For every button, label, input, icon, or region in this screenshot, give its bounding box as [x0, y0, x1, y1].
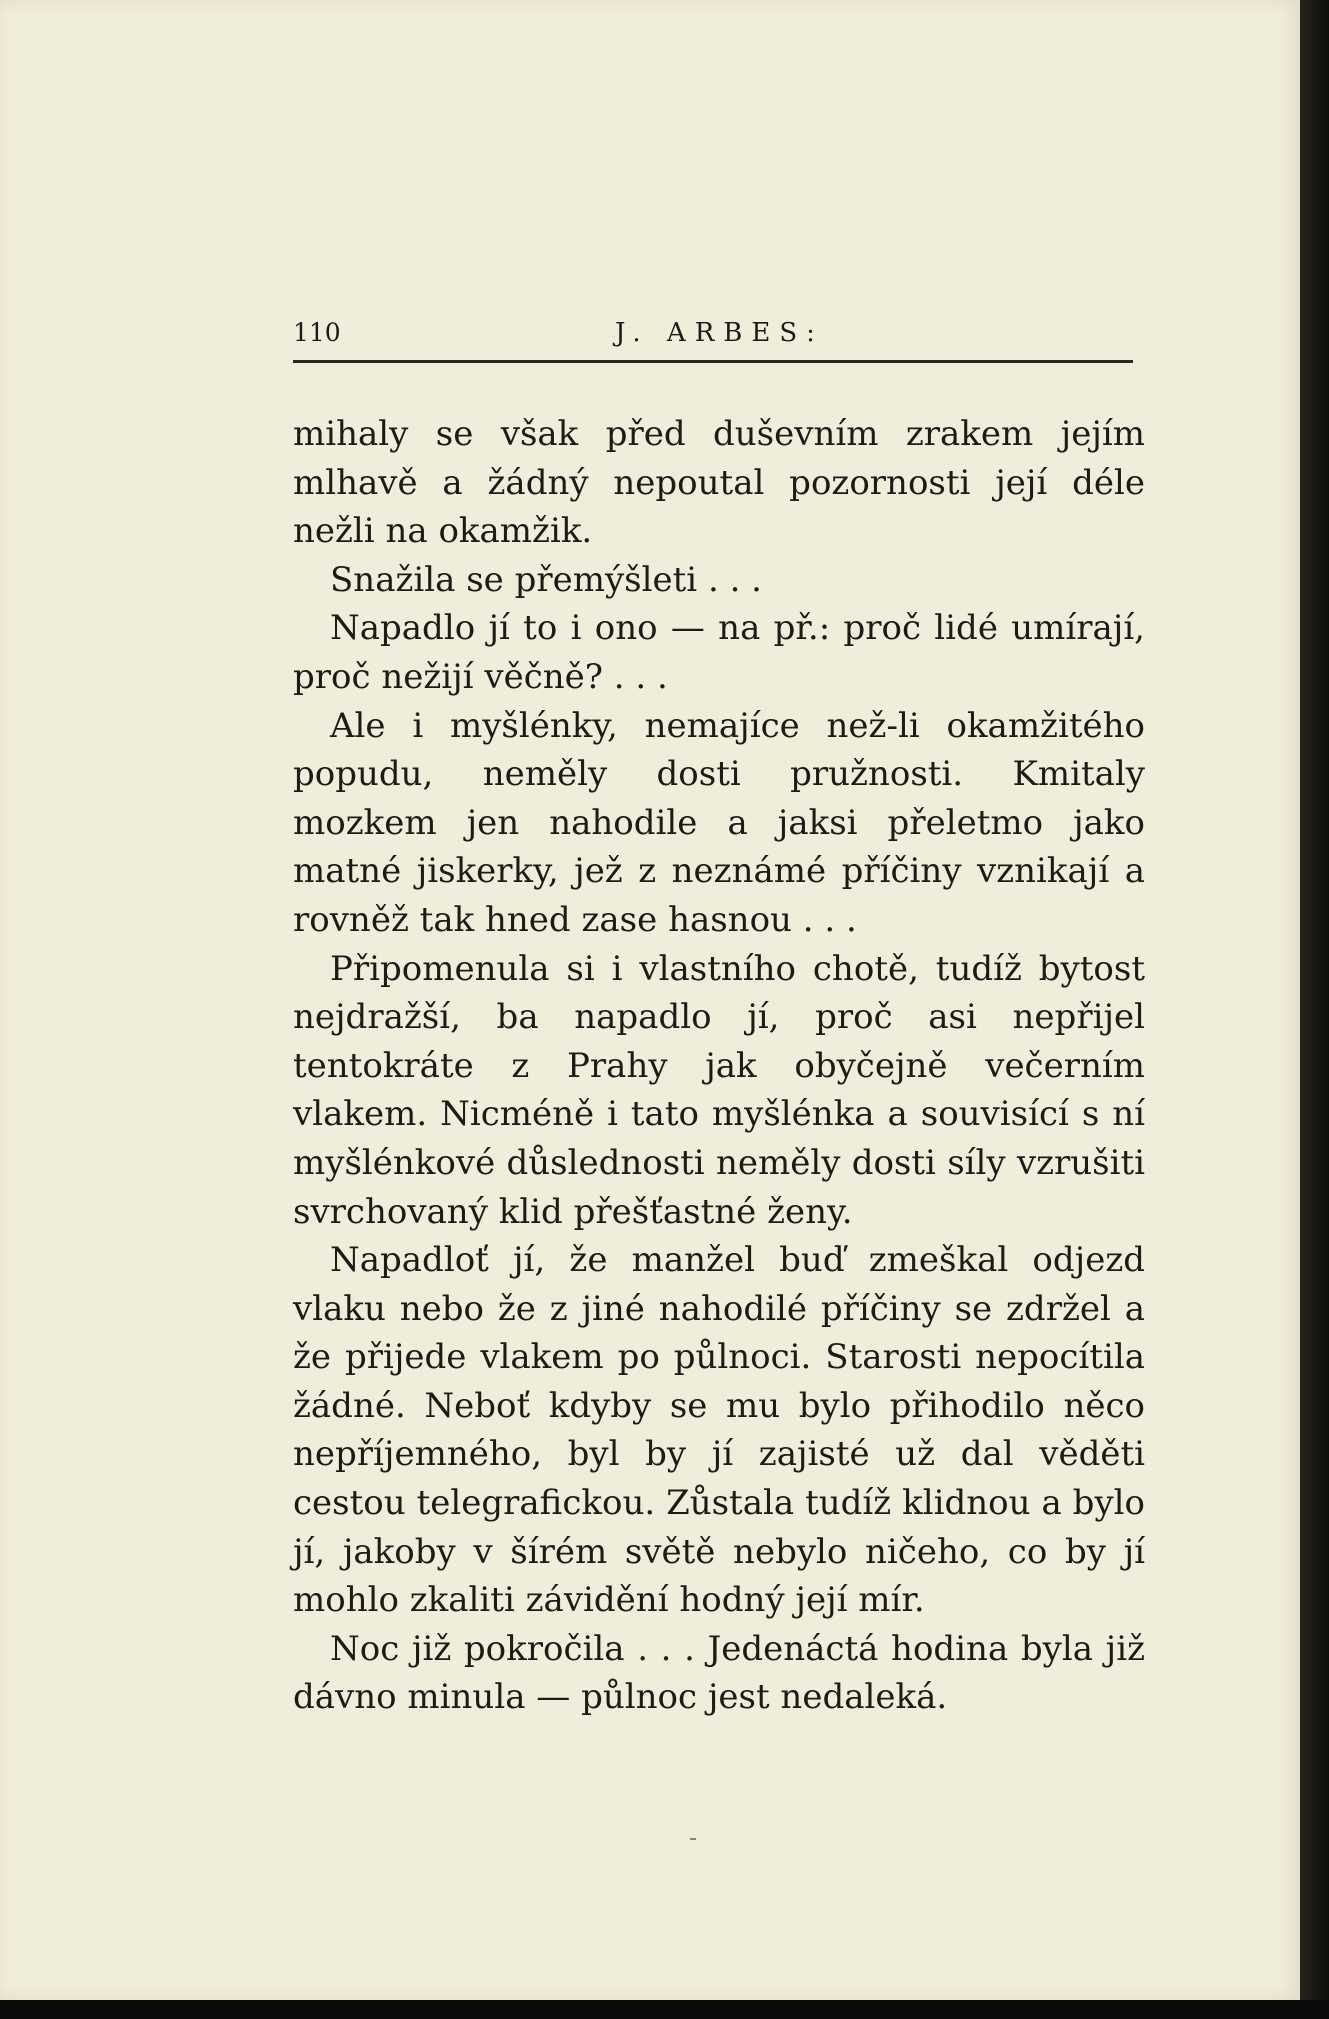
page-bottom-edge [0, 2000, 1329, 2019]
header-rule [293, 360, 1133, 363]
paragraph: Snažila se přemýšleti . . . [330, 559, 762, 600]
page-number: 110 [293, 318, 341, 347]
paragraph: Připomenula si i vlastního chotě, tudíž bytost nejdražší, ba napadlo jí, proč asi nepřijel tentokráte z Prahy jak obyčejně večerním vlakem. Nicméně i tato myšlénka a souvisící s ní myšlénkové důslednosti neměly dosti síly vzrušiti svrchovaný klid přešťastné ženy. [293, 948, 1145, 1232]
book-spine-edge [1300, 0, 1329, 2019]
paragraph: Noc již pokročila . . . Jedenáctá hodina byla již dávno minula — půlnoc jest nedaleká. [293, 1628, 1145, 1718]
body-text [293, 410, 1145, 1722]
smudge-mark [690, 1838, 696, 1840]
paragraph: Napadlo jí to i ono — na př.: proč lidé umírají, proč nežijí věčně? . . . [293, 608, 1145, 697]
paragraph-continuation: mihaly se však před duševním zrakem jejím mlhavě a žádný nepoutal pozornosti její déle nežli na okamžik. [293, 414, 1145, 552]
paragraph: Ale i myšlénky, nemajíce než-li okamžitého popudu, neměly dosti pružnosti. Kmitaly mozkem jen nahodile a jaksi přeletmo jako matné jiskerky, jež z neznámé příčiny vznikají a rovněž tak hned zase hasnou . . . [293, 705, 1145, 940]
page-header [293, 318, 1133, 358]
running-head: J. ARBES: [615, 318, 824, 348]
paragraph: Napadloť jí, že manžel buď zmeškal odjezd vlaku nebo že z jiné nahodilé příčiny se zdržel a že přijede vlakem po půlnoci. Starosti nepocítila žádné. Neboť kdyby se mu bylo přihodilo něco nepříjemného, byl by jí zajisté už dal věděti cestou telegrafickou. Zůstala tudíž klidnou a bylo jí, jakoby v šírém světě nebylo ničeho, co by jí mohlo zkaliti závidění hodný její mír. [293, 1240, 1145, 1621]
